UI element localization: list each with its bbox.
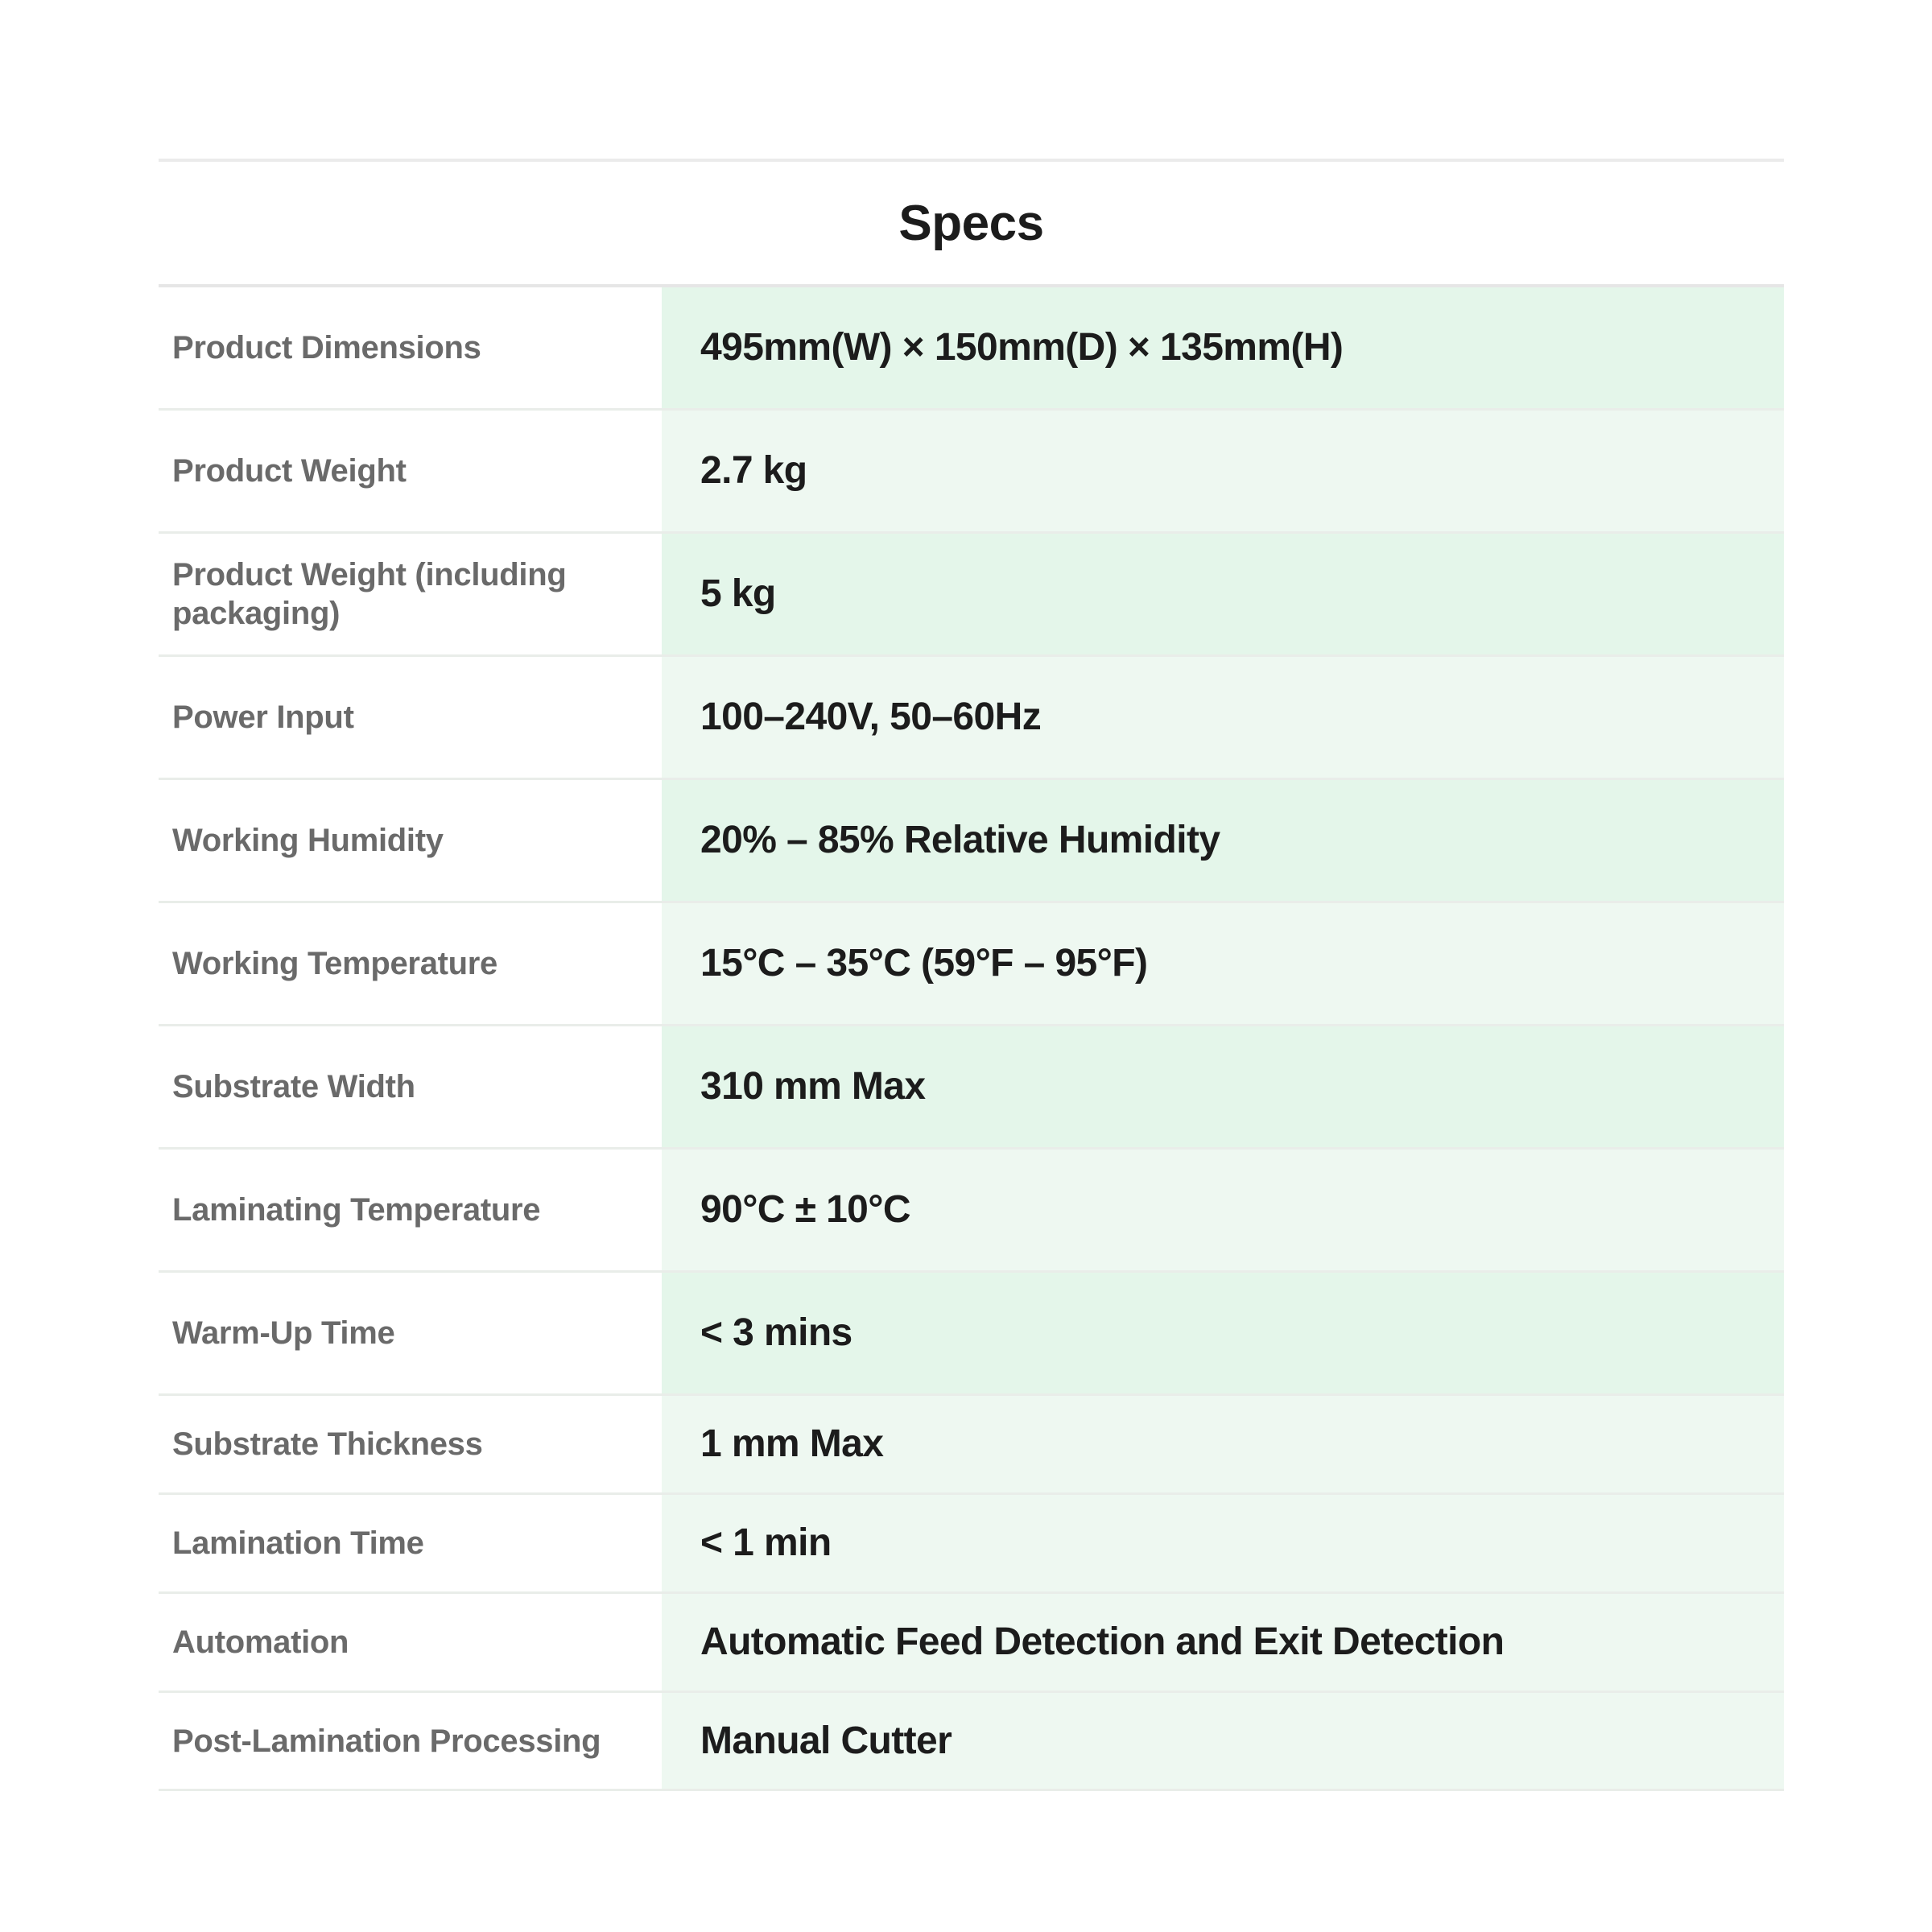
spec-row-automation <box>159 1594 1784 1693</box>
spec-label: Power Input <box>172 700 354 735</box>
spec-value: Manual Cutter <box>700 1719 952 1762</box>
spec-value: < 3 mins <box>700 1311 852 1354</box>
spec-row-product-dimensions <box>159 287 1784 411</box>
spec-label-cell <box>159 1026 662 1147</box>
spec-value: Automatic Feed Detection and Exit Detection <box>700 1620 1505 1663</box>
spec-label: Product Weight (including packaging) <box>172 557 567 631</box>
spec-row-warm-up-time <box>159 1273 1784 1396</box>
spec-value: < 1 min <box>700 1521 832 1564</box>
spec-value-cell <box>662 1150 1784 1270</box>
spec-value-cell <box>662 1396 1784 1492</box>
specs-header <box>159 162 1784 287</box>
spec-label-cell <box>159 1693 662 1789</box>
spec-value: 100–240V, 50–60Hz <box>700 696 1042 738</box>
spec-value-cell <box>662 1693 1784 1789</box>
spec-value-cell <box>662 1026 1784 1147</box>
spec-value: 495mm(W) × 150mm(D) × 135mm(H) <box>700 326 1344 369</box>
spec-label: Working Humidity <box>172 823 444 858</box>
spec-label: Lamination Time <box>172 1525 424 1561</box>
spec-row-power-input <box>159 657 1784 780</box>
spec-value-cell <box>662 534 1784 654</box>
spec-label-cell <box>159 1594 662 1690</box>
spec-label: Warm-Up Time <box>172 1315 395 1351</box>
specs-table <box>159 159 1784 1791</box>
spec-label: Product Dimensions <box>172 330 481 365</box>
spec-value: 5 kg <box>700 572 776 615</box>
spec-row-product-weight <box>159 411 1784 534</box>
spec-label-cell <box>159 411 662 531</box>
spec-label-cell <box>159 657 662 778</box>
spec-value-cell <box>662 657 1784 778</box>
spec-row-working-humidity <box>159 780 1784 903</box>
spec-row-working-temperature <box>159 903 1784 1026</box>
spec-value-cell <box>662 287 1784 408</box>
spec-label-cell <box>159 1495 662 1591</box>
spec-label: Working Temperature <box>172 946 498 981</box>
spec-value: 90°C ± 10°C <box>700 1188 910 1231</box>
spec-row-substrate-thickness <box>159 1396 1784 1495</box>
spec-label: Laminating Temperature <box>172 1192 541 1228</box>
spec-value: 310 mm Max <box>700 1065 926 1108</box>
spec-value: 1 mm Max <box>700 1422 884 1465</box>
spec-value: 20% – 85% Relative Humidity <box>700 819 1220 861</box>
spec-label-cell <box>159 903 662 1024</box>
spec-label: Automation <box>172 1624 349 1660</box>
spec-value: 15°C – 35°C (59°F – 95°F) <box>700 942 1148 985</box>
spec-value-cell <box>662 1495 1784 1591</box>
spec-value-cell <box>662 411 1784 531</box>
spec-label-cell <box>159 780 662 901</box>
spec-value-cell <box>662 1273 1784 1393</box>
spec-label-cell <box>159 1273 662 1393</box>
spec-value-cell <box>662 903 1784 1024</box>
spec-label-cell <box>159 534 662 654</box>
spec-label: Substrate Thickness <box>172 1426 483 1462</box>
spec-value-cell <box>662 1594 1784 1690</box>
spec-label: Post-Lamination Processing <box>172 1723 601 1759</box>
spec-row-product-weight-packaging <box>159 534 1784 657</box>
spec-label-cell <box>159 1396 662 1492</box>
spec-row-post-lamination-processing <box>159 1693 1784 1791</box>
spec-label-cell <box>159 1150 662 1270</box>
spec-value: 2.7 kg <box>700 449 807 492</box>
spec-row-substrate-width <box>159 1026 1784 1150</box>
spec-label-cell <box>159 287 662 408</box>
spec-row-laminating-temperature <box>159 1150 1784 1273</box>
spec-value-cell <box>662 780 1784 901</box>
spec-label: Substrate Width <box>172 1069 415 1104</box>
page-title: Specs <box>898 195 1044 251</box>
spec-label: Product Weight <box>172 453 407 489</box>
spec-row-lamination-time <box>159 1495 1784 1594</box>
